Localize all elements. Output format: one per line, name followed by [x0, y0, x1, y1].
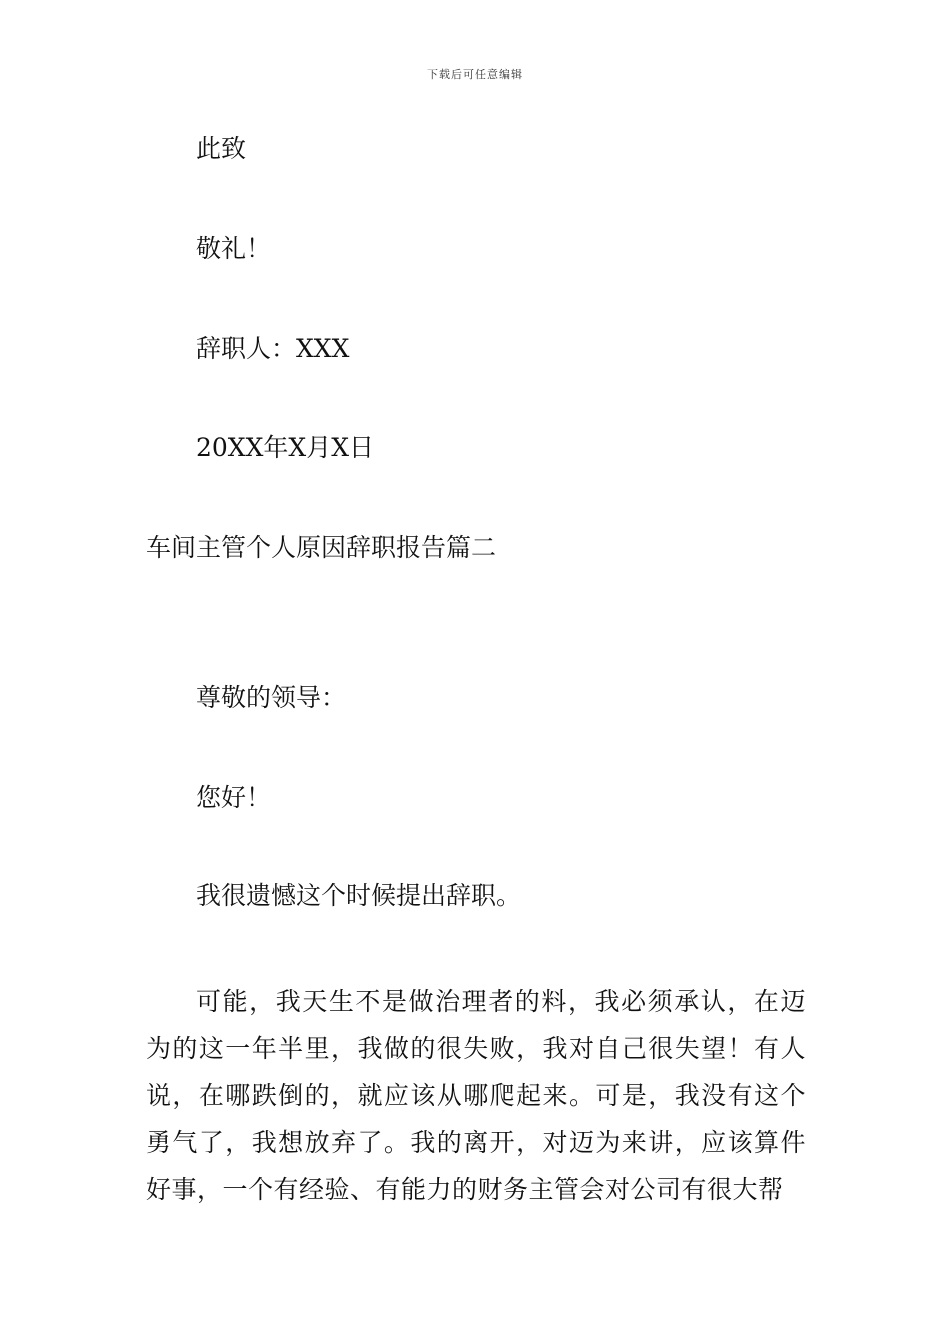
- closing-line-1: 此致: [196, 134, 247, 163]
- header-note: 下载后可任意编辑: [427, 68, 523, 81]
- date-line: 20XX年X月X日: [196, 433, 375, 462]
- body-paragraph: 可能，我天生不是做治理者的料，我必须承认，在迈为的这一年半里，我做的很失败，我对自己很失望！有人说，在哪跌倒的，就应该从哪爬起来。可是，我没有这个勇气了，我想放弃了。我的离开，对迈为来讲，应该算件好事，一个有经验、有能力的财务主管会对公司有很大帮: [146, 987, 806, 1204]
- signer-line: 辞职人：XXX: [196, 334, 350, 363]
- greeting: 您好！: [196, 783, 272, 812]
- salutation: 尊敬的领导：: [196, 683, 347, 712]
- closing-line-2: 敬礼！: [196, 234, 272, 263]
- opening-sentence: 我很遗憾这个时候提出辞职。: [196, 881, 522, 910]
- section-title: 车间主管个人原因辞职报告篇二: [146, 533, 497, 562]
